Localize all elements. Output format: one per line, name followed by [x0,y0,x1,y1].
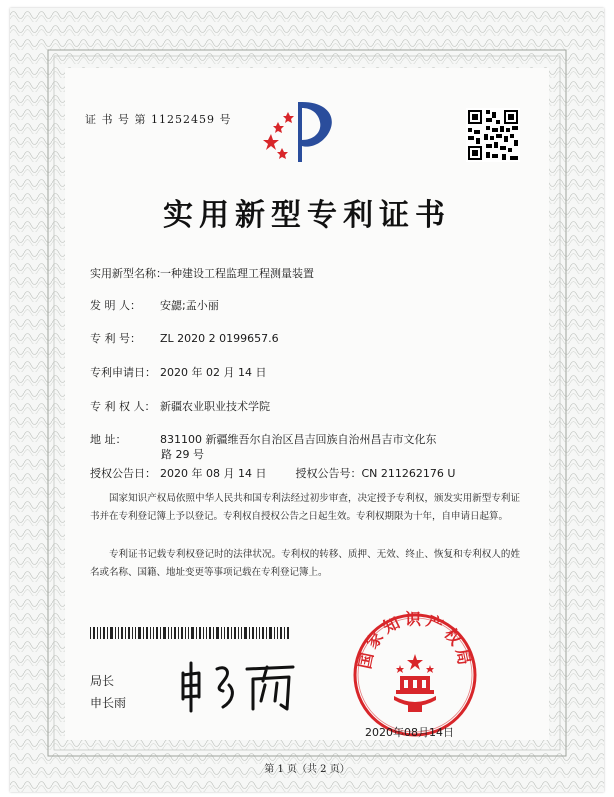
inventor-value: 安勰;孟小丽 [160,299,219,312]
inventor-row [90,297,219,313]
application-date-value: 2020 年 02 月 14 日 [160,366,267,379]
legal-status-paragraph: 专利证书记载专利权登记时的法律状况。专利权的转移、质押、无效、终止、恢复和专利权人的姓名或名称、国籍、地址变更等事项记载在专利登记簿上。 [90,549,520,578]
inventor-label: 发 明 人： [90,299,141,312]
seal-date: 2020年08月14日 [365,726,454,739]
grant-number-value: CN 211262176 U [361,467,456,480]
barcode-icon [90,627,290,639]
utility-model-name-value: 一种建设工程监理工程测量装置 [160,267,314,280]
page-number: 第 1 页（共 2 页） [264,764,350,775]
cnipa-logo-icon [258,90,348,170]
grant-statement-paragraph: 国家知识产权局依照中华人民共和国专利法经过初步审查，决定授予专利权，颁发实用新型专利证书并在专利登记簿上予以登记。专利权自授权公告之日起生效。专利权期限为十年，自申请日起算。 [90,493,520,522]
grant-announcement-row [90,465,455,481]
patent-number-row [90,330,279,346]
svg-text:国家知识产权局: 国家知识产权局 [355,610,475,671]
grant-number-label: 授权公告号： [295,467,362,480]
patent-number-label: 专 利 号： [90,332,141,345]
address-value-line1: 831100 新疆维吾尔自治区昌吉回族自治州昌吉市文化东 [160,433,437,446]
director-name: 申长雨 [90,696,127,710]
director-title: 局长 [90,674,115,688]
patentee-row [90,398,270,414]
address-row [90,431,437,447]
director-signature [175,655,305,715]
application-date-row [90,364,266,380]
qr-code-icon [466,108,520,162]
certificate-number: 证 书 号 第 11252459 号 [85,113,232,126]
address-label: 地 址： [90,433,127,446]
application-date-label: 专利申请日： [90,366,156,379]
grant-date-value: 2020 年 08 月 14 日 [160,467,267,480]
certificate-title: 实用新型专利证书 [163,198,451,233]
patentee-label: 专 利 权 人： [90,400,156,413]
patent-number-value: ZL 2020 2 0199657.6 [160,332,279,345]
utility-model-name-label: 实用新型名称： [90,267,167,280]
address-value-line2: 路 29 号 [161,448,204,461]
official-seal [350,610,480,740]
patentee-value: 新疆农业职业技术学院 [160,400,270,413]
utility-model-name-row [90,265,314,281]
grant-date-label: 授权公告日： [90,467,156,480]
